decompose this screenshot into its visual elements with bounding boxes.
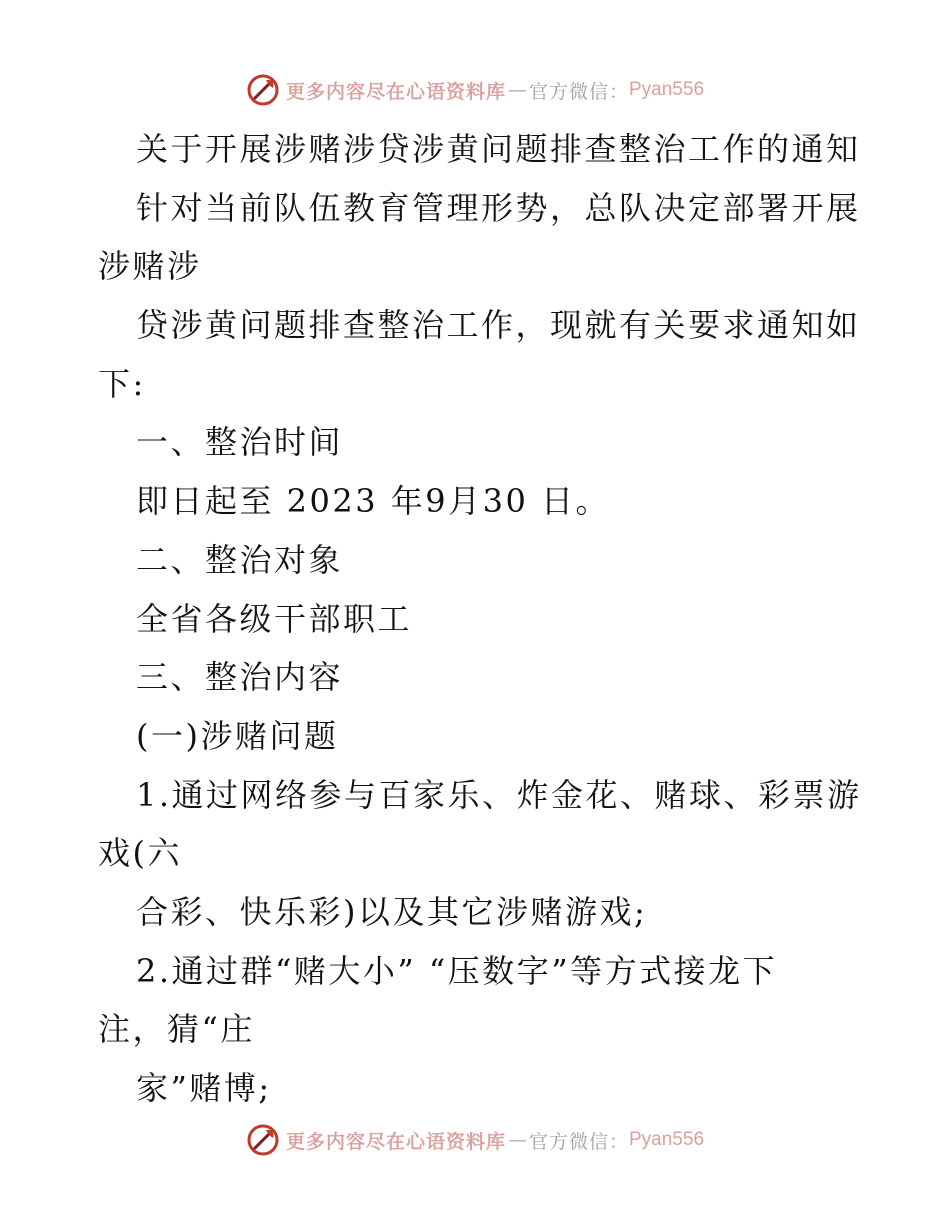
list-item-line: 1.通过网络参与百家乐、炸金花、赌球、彩票游 — [136, 775, 862, 814]
paragraph-line: 下: — [98, 364, 146, 403]
list-item-line: 注，猜“庄 — [98, 1010, 255, 1049]
paragraph-line: 贷涉黄问题排查整治工作，现就有关要求通知如 — [136, 306, 861, 345]
banner-brand-text: 更多内容尽在心语资料库 — [285, 1130, 506, 1153]
quill-logo-icon — [246, 73, 280, 107]
banner-dash: — — [507, 79, 527, 101]
banner-contact-id: Pyan556 — [629, 1129, 705, 1150]
banner-contact-label: 官方微信： — [528, 1130, 629, 1153]
footer-watermark-banner — [0, 1120, 950, 1160]
paragraph-line: 全省各级干部职工 — [136, 599, 413, 638]
document-body — [98, 120, 862, 1118]
section-heading: 一、整治时间 — [136, 423, 344, 462]
list-item-line: 家”赌博; — [136, 1069, 272, 1107]
section-heading: 三、整治内容 — [136, 658, 344, 697]
list-item-line: 戏(六 — [98, 834, 182, 873]
paragraph-line: 涉赌涉 — [98, 247, 202, 286]
subsection-heading: (一)涉赌问题 — [136, 716, 339, 755]
paragraph-line: 即日起至 2023 年9月30 日。 — [136, 482, 611, 521]
document-title: 关于开展涉赌涉贷涉黄问题排查整治工作的通知 — [136, 130, 861, 168]
section-heading: 二、整治对象 — [136, 540, 344, 579]
paragraph-line: 针对当前队伍教育管理形势，总队决定部署开展 — [136, 188, 861, 227]
list-item-line: 2.通过群“赌大小” “压数字”等方式接龙下 — [136, 951, 778, 990]
banner-contact-label: 官方微信： — [528, 80, 629, 103]
banner-contact-id: Pyan556 — [629, 79, 705, 100]
quill-logo-icon — [246, 1123, 280, 1157]
banner-brand-text: 更多内容尽在心语资料库 — [285, 80, 506, 103]
banner-dash: — — [507, 1129, 527, 1151]
header-watermark-banner — [0, 70, 950, 110]
list-item-line: 合彩、快乐彩)以及其它涉赌游戏; — [136, 892, 648, 931]
